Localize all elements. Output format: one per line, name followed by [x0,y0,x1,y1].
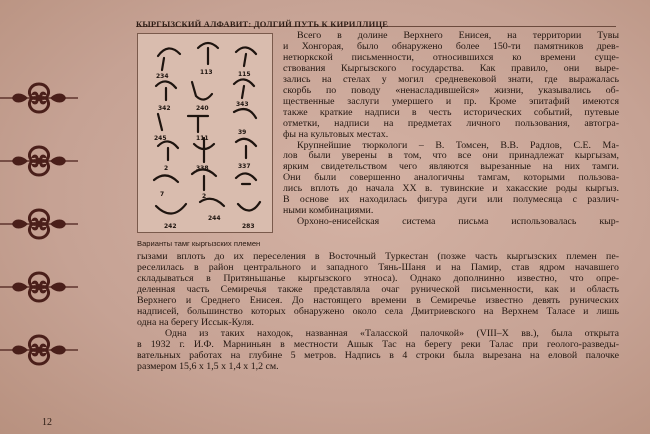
tamga-label: 343 [236,101,249,108]
text-line: размером 15,6 х 1,5 х 1,4 х 1,2 см. [137,360,279,372]
text-line: Орхоно-енисейская система письма использовалась кыр- [297,216,619,228]
text-line: ными комбинациями. [283,205,374,217]
tamga-label: 245 [154,135,167,142]
tamga-label: 342 [158,105,171,112]
tamga-mark [156,81,176,100]
paragraph-3-continued [137,252,619,329]
tamga-label: 240 [196,105,209,112]
page-number: 12 [42,417,52,428]
text-line: и Хонгорая, было обнаружено более 150-ти памятников древ- [283,40,619,52]
text-line: вательных работах на глубине 5 метров. Надпись в 4 строки была вырезана на еловой палочке [137,349,619,361]
tamga-label: 234 [156,73,169,80]
tamga-mark [234,109,256,118]
text-line: в 1932 г. И.Ф. Марниньян в местности Ашык Тас на берегу реки Талас при геолого-разведы- [137,338,619,350]
text-line: гызами вплоть до их переселения в Восточный Туркестан (позже часть кыргызских племен пе- [137,251,619,262]
tamga-mark [192,82,212,100]
text-line: отметки, надписи на предметах личного пользования, автогра- [283,117,619,129]
tamga-label: 242 [164,223,177,230]
text-line: также краткие надписи в честь исторических событий, путевые [283,106,619,118]
tamga-label: 338 [196,165,209,172]
tamga-label: 2 [202,193,207,200]
text-line: Верхнего и Среднего Енисея. До настоящего времени в Семиречье известно девять рунических [137,294,619,306]
tamga-mark [238,202,260,211]
text-line: Всего в долине Верхнего Енисея, на территории Тувы [297,30,619,41]
paragraph-1 [283,31,619,141]
text-line: надписей, большинство которых обнаружено около села Дмитриевского на Верхнем Таласе и лишь [137,305,619,317]
text-line: зались на стелах у могил средневековой знати, где выражалась [283,73,619,85]
tamga-label: 337 [238,163,251,170]
paragraph-4 [137,329,619,373]
running-header [136,12,616,27]
header-title: КЫРГЫЗСКИЙ АЛФАВИТ: ДОЛГИЙ ПУТЬ К КИРИЛЛИЦЕ [136,19,389,29]
text-line: складываться в Притяньшанье кыргызского этноса). Однако дополнинно известно, что опре- [137,272,619,284]
text-line: лов были уверены в том, что все они принадлежат кыргызам, [283,150,619,162]
tamga-label: 115 [238,71,251,78]
tamga-mark [158,48,180,56]
tamga-label: 244 [208,215,221,222]
tamga-mark [192,169,216,190]
text-line: ствования Кыргызского государства. Как правило, они выре- [283,62,619,74]
paragraph-2 [283,141,619,218]
tamga-label: 283 [242,223,255,230]
text-line: одна на берегу Иссык-Куля. [137,316,254,328]
tamga-mark [158,114,162,130]
tamga-figure [137,33,273,233]
text-line: ярким свидетельством чего являются вырезанные на них тамги. [283,161,619,173]
text-line: Крупнейшие тюркологи – В. Томсен, В.В. Радлов, С.Е. Ма- [297,139,619,151]
paragraph-3-start [283,217,619,228]
text-line: Они были совершенно аналогичны тамгам, которыми пользова- [283,172,619,184]
tamga-label: 111 [196,135,209,142]
text-line: реселилась в район центрального и западного Тянь-Шаня и на Памир, став ядром начавшего [137,261,619,273]
text-line: скорбь по поводу «ненасладившейся» жизни, указывались об- [283,84,619,96]
tamga-mark [156,204,186,214]
text-line: нетюркской письменности, относившихся ко времени суще- [283,51,619,63]
tamga-label: 7 [160,191,165,198]
right-column [283,31,619,228]
tamga-mark [188,116,208,132]
text-line: деленная часть Семиречья также представляла очаг рунической письменности, как и область [137,283,619,295]
text-line: лись вплоть до начала ХХ в. тувинские и хакасские роды кыргыз. [283,183,619,195]
tamga-mark [154,175,178,182]
full-width-column [137,252,619,372]
figure-caption: Варианты тамг кыргызских племен [137,239,261,248]
tamga-label: 39 [238,129,247,136]
text-line: фы на культовых местах. [283,128,389,140]
tamga-label: 113 [200,69,213,76]
tamga-symbols-illustration [138,34,272,232]
text-line: Одна из таких находок, названная «Таласской палочкой» (VIII–X вв.), была открыта [165,327,619,339]
text-line: щественные заслуги умершего и пр. Кроме эпитафий имеются [283,95,619,107]
tamga-mark [236,173,256,184]
tamga-mark [236,139,256,158]
tamga-mark [234,79,254,98]
kyrgyz-horn-ornament-icon [0,60,78,390]
tamga-label: 2 [164,165,169,172]
tamga-mark [158,141,178,160]
text-line: В основе их находилась фигура дуги или полумесяца с различ- [283,194,619,206]
